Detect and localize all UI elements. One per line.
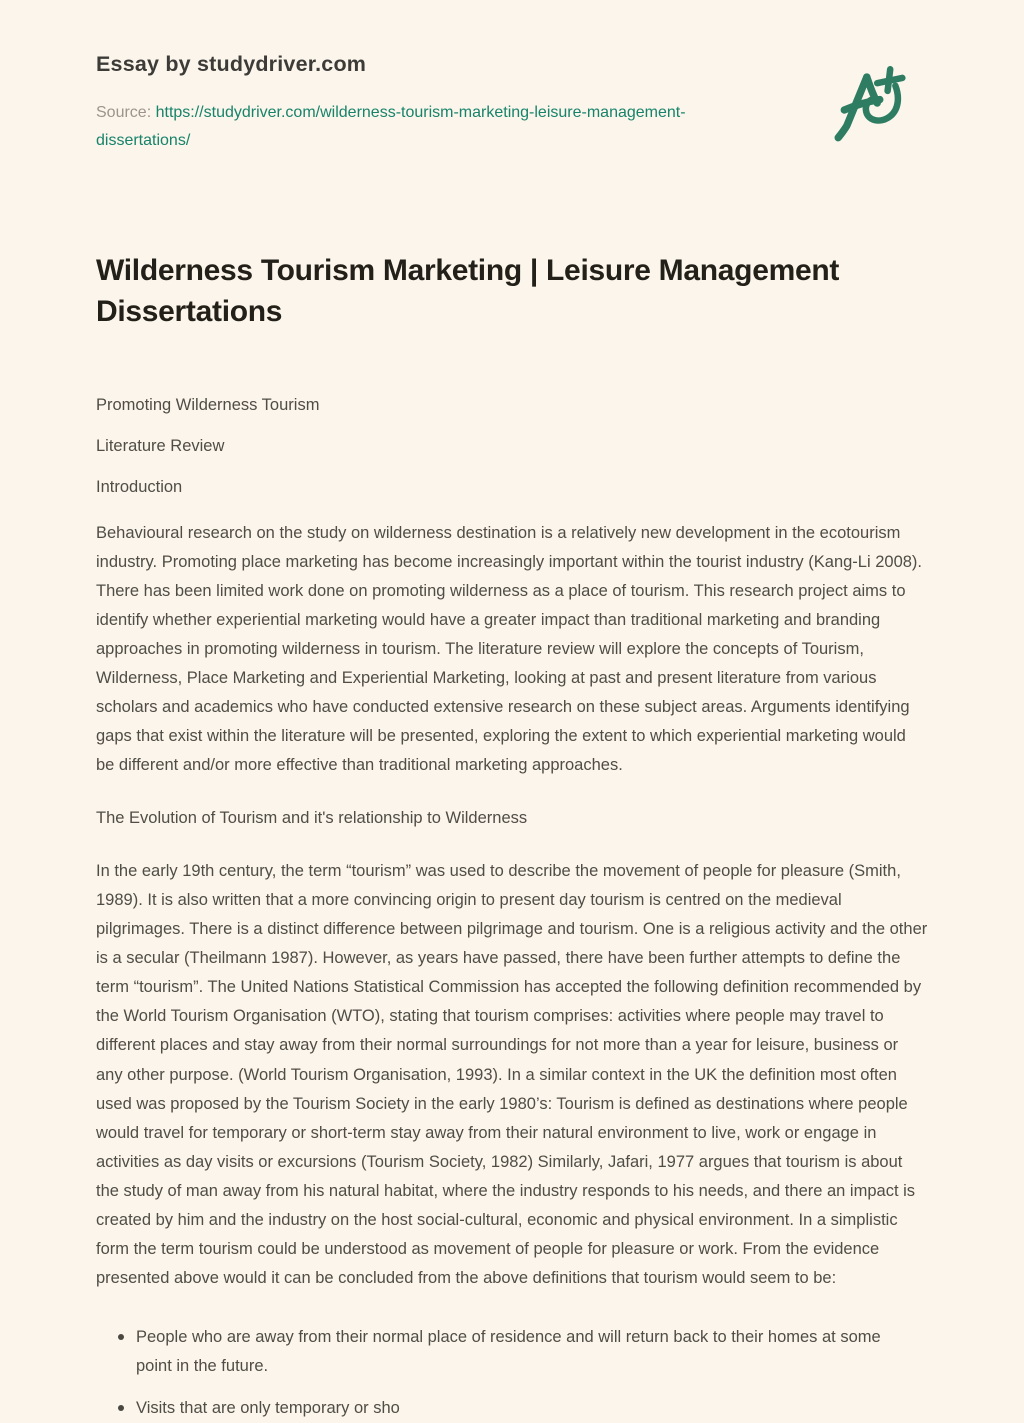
bullet-list — [96, 1323, 896, 1423]
intro-paragraph: Behavioural research on the study on wilderness destination is a relatively new development in the ecotourism industry. Promoting place marketing has become increasingly important within the tourist industry (Kang-Li 2008). There has been limited work done on promoting wilderness as a place of tourism. This research project aims to identify whether experiential marketing would have a greater impact than traditional marketing and branding approaches in promoting wilderness in tourism. The literature review will explore the concepts of Tourism, Wilderness, Place Marketing and Experiential Marketing, looking at past and present literature from various scholars and academics who have conducted extensive research on these subject areas. Arguments identifying gaps that exist within the literature will be presented, exploring the extent to which experiential marketing would be different and/or more effective than traditional marketing approaches. — [96, 524, 923, 775]
list-item: People who are away from their normal place of residence and will return back to their homes at some point in the future. — [96, 1323, 896, 1381]
source-line — [96, 99, 746, 155]
section-heading-evolution: The Evolution of Tourism and it's relationship to Wilderness — [96, 809, 528, 828]
page-title: Wilderness Tourism Marketing | Leisure Management Dissertations — [96, 254, 840, 328]
source-link[interactable]: https://studydriver.com/wilderness-tourism-marketing-leisure-management-dissertations/ — [96, 104, 686, 149]
a-plus-logo-icon — [820, 58, 924, 162]
list-item: Visits that are only temporary or sho — [96, 1394, 896, 1423]
meta-line-introduction: Introduction — [96, 478, 183, 496]
meta-line-topic: Promoting Wilderness Tourism — [96, 396, 320, 414]
byline: Essay by studydriver.com — [96, 52, 367, 76]
evolution-paragraph: In the early 19th century, the term “tourism” was used to describe the movement of people for pleasure (Smith, 1989). It is also written that a more convincing origin to present day tourism is centred on the medieval pilgrimages. There is a distinct difference between pilgrimage and tourism. One is a religious activity and the other is a secular (Theilmann 1987). However, as years have passed, there have been further attempts to define the term “tourism”. The United Nations Statistical Commission has accepted the following definition recommended by the World Tourism Organisation (WTO), stating that tourism comprises: activities where people may travel to different places and stay away from their normal surroundings for not more than a year for leisure, business or any other purpose. (World Tourism Organisation, 1993). In a similar context in the UK the definition most often used was proposed by the Tourism Society in the early 1980’s: Tourism is defined as destinations where people would travel for temporary or short-term stay away from their natural environment to live, work or engage in activities as day visits or excursions (Tourism Society, 1982) Similarly, Jafari, 1977 argues that tourism is about the study of man away from his natural habitat, where the industry responds to his needs, and there an impact is created by him and the industry on the host social-cultural, economic and physical environment. In a simplistic form the term tourism could be understood as movement of people for pleasure or work. From the evidence presented above would it can be concluded from the above definitions that tourism would seem to be: — [96, 862, 928, 1287]
meta-line-literature-review: Literature Review — [96, 437, 225, 455]
meta-block — [96, 396, 928, 497]
source-label: Source: — [96, 104, 152, 121]
